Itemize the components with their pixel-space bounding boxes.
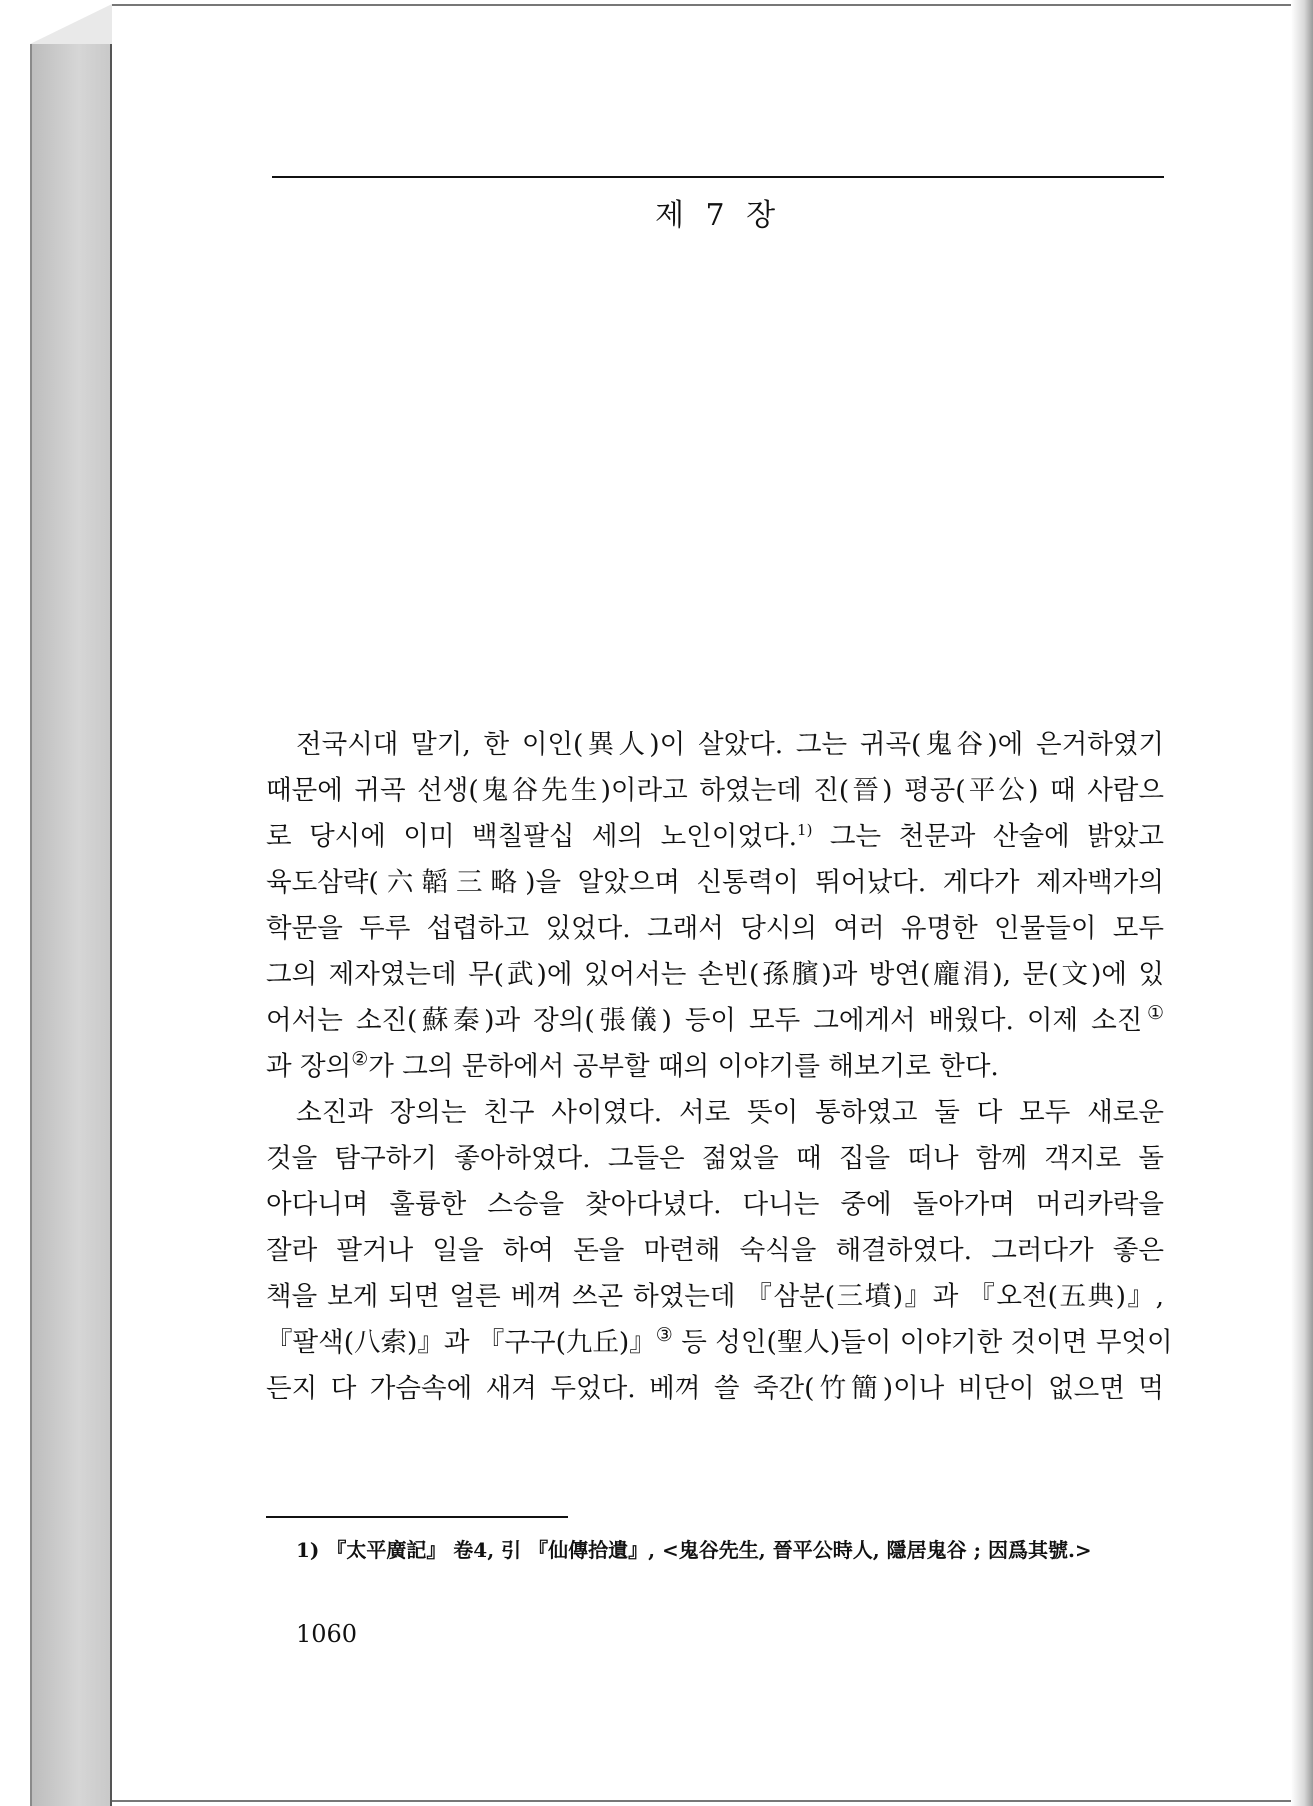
text-line: 책을 보게 되면 얼른 베껴 쓰곤 하였는데 『삼분(三墳)』과 『오전(五典)』,: [266, 1281, 1164, 1312]
text-segment: 과 장의: [266, 1051, 352, 1082]
text-line: 것을 탐구하기 좋아하였다. 그들은 젊었을 때 집을 떠나 함께 객지로 돌: [266, 1143, 1164, 1174]
text-segment: 가 그의 문하에서 공부할 때의 이야기를 해보기로 한다.: [368, 1051, 999, 1082]
text-segment: 로 당시에 이미 백칠팔십 세의 노인이었다.: [266, 821, 798, 852]
note-marker: ③: [655, 1324, 673, 1347]
page-number: 1060: [296, 1620, 358, 1648]
footnote-rule: [266, 1516, 568, 1518]
text-line: 때문에 귀곡 선생(鬼谷先生)이라고 하였는데 진(晉) 평공(平公) 때 사람으: [266, 775, 1164, 806]
text-line: 전국시대 말기, 한 이인(異人)이 살았다. 그는 귀곡(鬼谷)에 은거하였기: [296, 729, 1164, 760]
text-line: [266, 998, 1164, 1044]
chapter-title: 제 7 장: [654, 198, 782, 233]
text-line: 육도삼략(六韜三略)을 알았으며 신통력이 뛰어났다. 게다가 제자백가의: [266, 867, 1164, 898]
text-line: [266, 1320, 1173, 1366]
note-marker: ①: [1142, 1002, 1164, 1025]
text-segment: 어서는 소진(蘇秦)과 장의(張儀) 등이 모두 그에게서 배웠다. 이제 소진: [266, 1005, 1143, 1036]
book-spine: [30, 44, 112, 1806]
book-spine-top: [30, 4, 112, 44]
text-line: 소진과 장의는 친구 사이였다. 서로 뜻이 통하였고 둘 다 모두 새로운: [296, 1097, 1164, 1128]
page-edge: [1291, 0, 1313, 1806]
text-line: 든지 다 가슴속에 새겨 두었다. 베껴 쓸 죽간(竹簡)이나 비단이 없으면 먹: [266, 1373, 1164, 1404]
text-line: 아다니며 훌륭한 스승을 찾아다녔다. 다니는 중에 돌아가며 머리카락을: [266, 1189, 1164, 1220]
text-segment: 그는 천문과 산술에 밝았고: [829, 821, 1164, 852]
text-line: [266, 1044, 1164, 1090]
text-line: 학문을 두루 섭렵하고 있었다. 그래서 당시의 여러 유명한 인물들이 모두: [266, 913, 1164, 944]
text-segment: 『팔색(八索)』과 『구구(九丘)』: [266, 1327, 656, 1358]
note-marker: ②: [351, 1048, 369, 1071]
text-line: 잘라 팔거나 일을 하여 돈을 마련해 숙식을 해결하였다. 그러다가 좋은: [266, 1235, 1164, 1266]
footnote: 1) 『太平廣記』 卷4, 引 『仙傳拾遺』, <鬼谷先生, 晉平公時人, 隱居鬼谷 ; 因爲其號.>: [296, 1538, 1092, 1562]
text-line: 그의 제자였는데 무(武)에 있어서는 손빈(孫臏)과 방연(龐涓), 문(文)에 있: [266, 959, 1164, 990]
body-text: [266, 722, 1173, 1412]
text-segment: 등 성인(聖人)들이 이야기한 것이면 무엇이: [681, 1327, 1173, 1358]
footnote-ref[interactable]: 1): [797, 821, 813, 840]
text-line: [266, 814, 1164, 860]
header-rule: [272, 176, 1164, 178]
